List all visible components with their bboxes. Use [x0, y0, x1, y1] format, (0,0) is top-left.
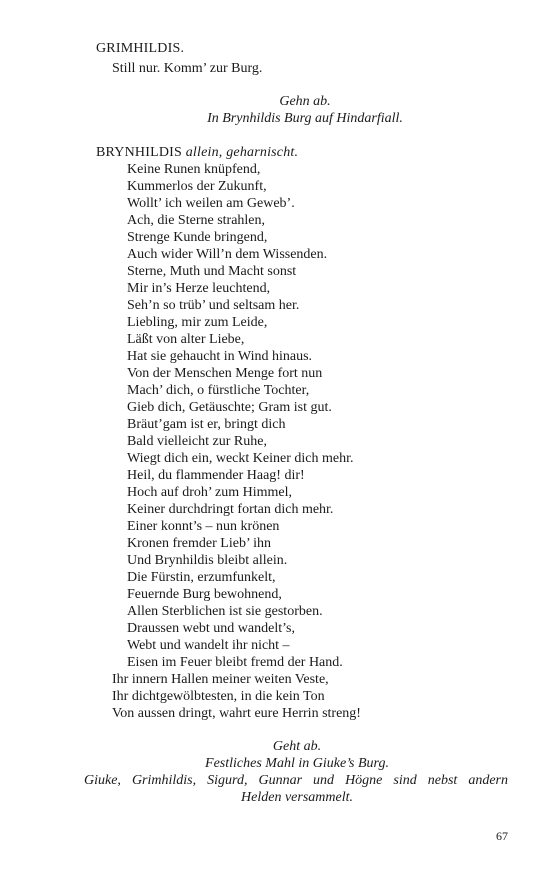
verse-line: Bräut’gam ist er, bringt dich: [127, 417, 286, 432]
verse-line: Hoch auf droh’ zum Himmel,: [127, 485, 292, 500]
verse-line: Und Brynhildis bleibt allein.: [127, 553, 288, 568]
speaker-grimhildis: GRIMHILDIS.: [96, 41, 185, 56]
verse-line: Wollt’ ich weilen am Geweb’.: [127, 196, 295, 211]
verse-line: Mir in’s Herze leuchtend,: [127, 281, 271, 296]
verse-line: Ihr innern Hallen meiner weiten Veste,: [112, 672, 329, 687]
stage-direction-setting: In Brynhildis Burg auf Hindarfiall.: [207, 111, 403, 126]
speaker-direction: allein, geharnischt.: [185, 145, 299, 160]
verse-line: Seh’n so trüb’ und seltsam her.: [127, 298, 300, 313]
speaker-name: BRYNHILDIS: [96, 145, 183, 160]
verse-line: Liebling, mir zum Leide,: [127, 315, 268, 330]
verse-line: Draussen webt und wandelt’s,: [127, 621, 295, 636]
verse-line: Heil, du flammender Haag! dir!: [127, 468, 305, 483]
verse-line: Kronen fremder Lieb’ ihn: [127, 536, 271, 551]
verse-line: Einer konnt’s – nun krönen: [127, 519, 280, 534]
verse-line: Mach’ dich, o fürstliche Tochter,: [127, 383, 310, 398]
verse-line: Webt und wandelt ihr nicht –: [127, 638, 290, 653]
verse-line: Die Fürstin, erzumfunkelt,: [127, 570, 276, 585]
verse-line: Ach, die Sterne strahlen,: [127, 213, 266, 228]
stage-direction-setting: Festliches Mahl in Giuke’s Burg.: [205, 756, 389, 771]
verse-line: Wiegt dich ein, weckt Keiner dich mehr.: [127, 451, 354, 466]
verse-line: Eisen im Feuer bleibt fremd der Hand.: [127, 655, 343, 670]
speaker-brynhildis: [96, 144, 298, 161]
verse-line: Strenge Kunde bringend,: [127, 230, 268, 245]
grimhildis-line: Still nur. Komm’ zur Burg.: [112, 61, 263, 76]
page-number: 67: [496, 829, 508, 843]
verse-line: Von aussen dringt, wahrt eure Herrin streng!: [112, 706, 361, 721]
verse-line: Hat sie gehaucht in Wind hinaus.: [127, 349, 313, 364]
stage-direction-exit: Geht ab.: [272, 739, 322, 754]
verse-line: Bald vielleicht zur Ruhe,: [127, 434, 267, 449]
verse-line: Läßt von alter Liebe,: [127, 332, 245, 347]
verse-line: Keine Runen knüpfend,: [127, 162, 261, 177]
verse-line: Von der Menschen Menge fort nun: [127, 366, 323, 381]
verse-line: Feuernde Burg bewohnend,: [127, 587, 282, 602]
verse-line: Kummerlos der Zukunft,: [127, 179, 267, 194]
verse-line: Allen Sterblichen ist sie gestorben.: [127, 604, 323, 619]
verse-line: Sterne, Muth und Macht sonst: [127, 264, 297, 279]
verse-line: Auch wider Will’n dem Wissenden.: [127, 247, 328, 262]
verse-line: Ihr dichtgewölbtesten, in die kein Ton: [112, 689, 325, 704]
stage-direction-cast-end: Helden versammelt.: [241, 790, 353, 805]
stage-direction-cast: Giuke, Grimhildis, Sigurd, Gunnar und Högne sind nebst andern: [84, 773, 508, 788]
verse-line: Gieb dich, Getäuschte; Gram ist gut.: [127, 400, 332, 415]
verse-line: Keiner durchdringt fortan dich mehr.: [127, 502, 334, 517]
stage-direction-exit: Gehn ab.: [279, 94, 331, 109]
